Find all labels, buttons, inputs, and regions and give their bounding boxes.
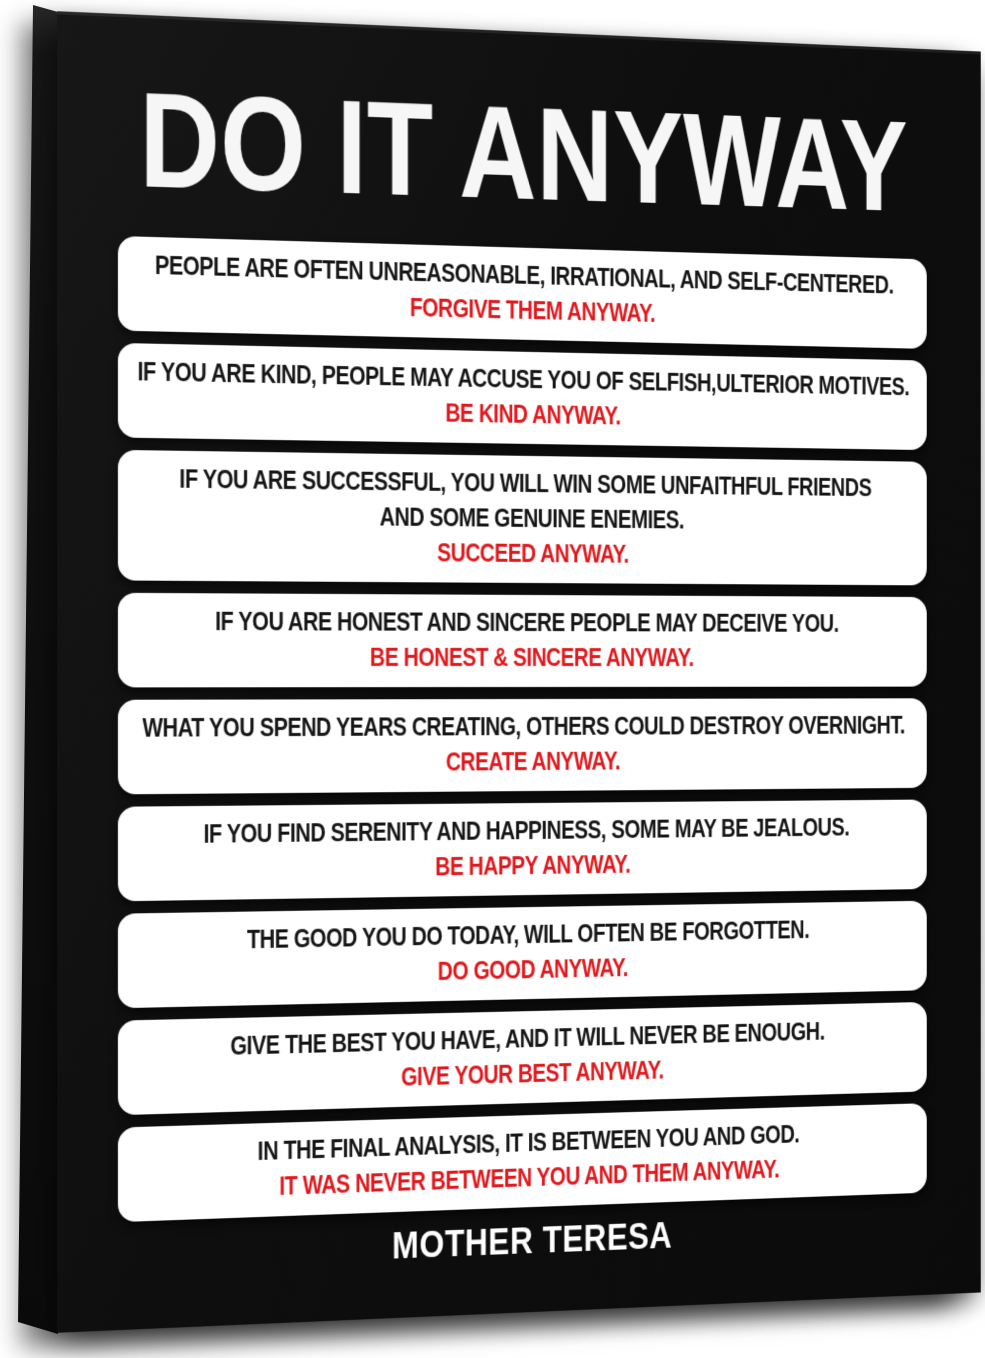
quote-line-text: IF YOU ARE SUCCESSFUL, YOU WILL WIN SOME UNFAITHFUL FRIENDS <box>179 465 872 503</box>
quote-line-text: IN THE FINAL ANALYSIS, IT IS BETWEEN YOU AND GOD. <box>257 1121 800 1167</box>
quote-line-text: GIVE YOUR BEST ANYWAY. <box>401 1057 664 1093</box>
quote-line-text: THE GOOD YOU DO TODAY, WILL OFTEN BE FORGOTTEN. <box>246 916 810 955</box>
quote-line-text: IT WAS NEVER BETWEEN YOU AND THEM ANYWAY. <box>279 1156 780 1202</box>
quote-line-text: IF YOU ARE HONEST AND SINCERE PEOPLE MAY DECEIVE YOU. <box>215 608 839 639</box>
quote-anyway-line <box>122 533 923 574</box>
quote-card <box>118 1002 927 1115</box>
quote-line-text: DO GOOD ANYWAY. <box>437 954 629 987</box>
quote-line-text: IF YOU ARE KIND, PEOPLE MAY ACCUSE YOU OF SELFISH,ULTERIOR MOTIVES. <box>137 358 910 402</box>
quote-anyway-line <box>122 640 923 676</box>
quote-line-text: BE HONEST & SINCERE ANYWAY. <box>369 644 694 673</box>
quote-card <box>118 343 927 450</box>
quote-line-text: CREATE ANYWAY. <box>445 748 621 778</box>
quote-card <box>118 901 927 1009</box>
quote-card <box>118 450 927 586</box>
quote-list <box>118 236 927 1222</box>
quote-card <box>118 799 927 901</box>
quote-line-text: AND SOME GENUINE ENEMIES. <box>379 503 685 535</box>
quote-line-text: BE KIND ANYWAY. <box>445 399 621 431</box>
quote-card <box>118 593 927 688</box>
author-name-text: MOTHER TERESA <box>392 1213 673 1267</box>
poster-title <box>57 55 981 246</box>
quote-line-text: GIVE THE BEST YOU HAVE, AND IT WILL NEVER BE ENOUGH. <box>230 1018 825 1062</box>
quote-card <box>118 236 927 349</box>
quote-card <box>118 698 927 794</box>
canvas-front-face <box>57 11 981 1333</box>
quote-line-text: BE HAPPY ANYWAY. <box>435 851 631 882</box>
quote-line-text: WHAT YOU SPEND YEARS CREATING, OTHERS COULD DESTROY OVERNIGHT. <box>142 712 905 744</box>
quote-line-text: PEOPLE ARE OFTEN UNREASONABLE, IRRATIONAL, AND SELF-CENTERED. <box>154 251 894 300</box>
quote-line-text: SUCCEED ANYWAY. <box>437 539 629 570</box>
quote-line-text: IF YOU FIND SERENITY AND HAPPINESS, SOME MAY BE JEALOUS. <box>203 814 850 850</box>
quote-card <box>118 1103 927 1222</box>
poster-title-text: DO IT ANYWAY <box>139 63 908 239</box>
quote-line-text: FORGIVE THEM ANYWAY. <box>409 294 656 329</box>
